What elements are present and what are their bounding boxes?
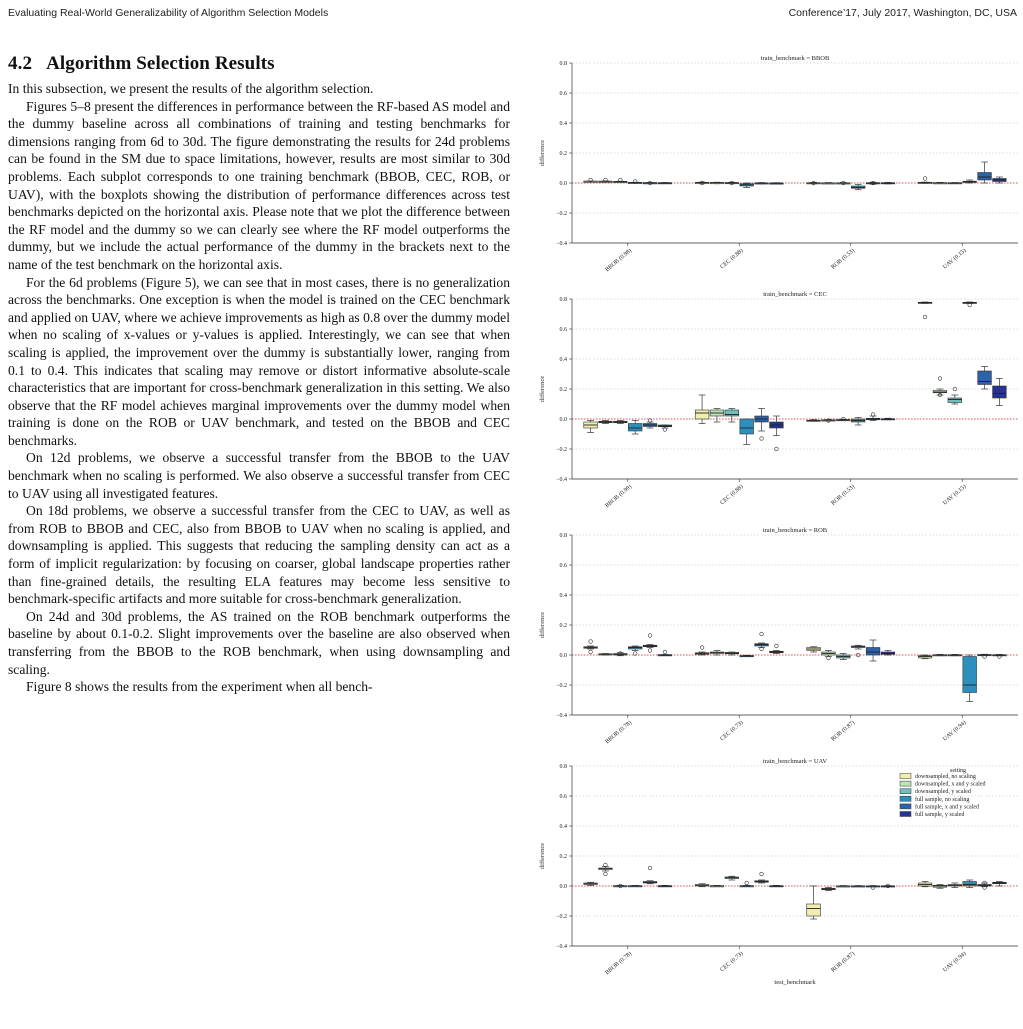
box: [807, 647, 821, 652]
x-tick-label: BBOB (0.98): [604, 247, 634, 274]
paragraph-6d: For the 6d problems (Figure 5), we can see that in most cases, there is no generalization across the benchmarks. One exception is when the model is trained on the CEC benchmark and applied on UAV, where we achieve improvements as high as 0.8 over the dummy model when no scaling of x-values or y-values is applied. Interestingly, we can see that when scaling is applied, the improvement over the dummy is substantially lower, ranging from 0.1 to 0.4. This indicates that scaling may remove or distort informative absolute-scale characteristics that are important for cross-benchmark generalization in this setting. We also observe that the RF model achieves marginal improvements over the dummy model when training is done on the ROB or UAV benchmark, and tested on the BBOB and CEC benchmarks.: [8, 274, 510, 448]
y-tick-label: −0.4: [556, 241, 567, 247]
x-tick-label: UAV (0.15): [942, 247, 968, 271]
box: [770, 416, 784, 451]
outlier-point: [589, 650, 593, 654]
facet-panel: [539, 55, 1018, 273]
box: [851, 886, 865, 888]
box: [866, 181, 880, 185]
box: [710, 651, 724, 656]
y-tick-label: −0.4: [556, 944, 567, 950]
box: [881, 182, 895, 184]
paragraph-12d: On 12d problems, we observe a successful transfer from the BBOB to the UAV benchmark when no scaling is performed. We also observe a successful transfer from CEC to UAV using all investigated features.: [8, 450, 510, 501]
box-body: [807, 904, 821, 916]
panel-title: train_benchmark = ROB: [762, 527, 828, 534]
y-tick-label: 0.8: [559, 764, 567, 770]
box: [613, 178, 627, 183]
y-tick-label: 0.4: [559, 357, 567, 363]
box: [933, 377, 947, 397]
box: [881, 884, 895, 888]
y-tick-label: −0.2: [556, 447, 567, 453]
y-tick-label: 0.0: [559, 417, 567, 423]
y-axis-label: difference: [539, 139, 546, 167]
y-tick-label: 0.0: [559, 884, 567, 890]
box: [613, 884, 627, 888]
outlier-point: [589, 640, 593, 644]
y-tick-label: 0.2: [559, 623, 567, 629]
x-tick-label: CEC (0.73): [719, 950, 745, 974]
outlier-point: [923, 315, 927, 319]
box: [866, 640, 880, 661]
box: [993, 379, 1007, 406]
box: [710, 885, 724, 887]
y-axis-label: difference: [539, 842, 546, 870]
outlier-point: [663, 650, 667, 654]
box: [628, 421, 642, 435]
x-tick-label: ROB (0.87): [830, 950, 857, 974]
y-tick-label: 0.4: [559, 824, 567, 830]
y-tick-label: 0.2: [559, 387, 567, 393]
x-tick-label: BBOB (0.78): [604, 719, 634, 746]
header-paper-title: Evaluating Real-World Generalizability of Algorithm Selection Models: [8, 7, 329, 19]
boxplot-figure: [528, 52, 1023, 1029]
x-tick-label: UAV (0.94): [942, 950, 968, 974]
box: [658, 183, 672, 184]
box: [881, 418, 895, 420]
text-column: [8, 53, 510, 696]
box: [963, 302, 977, 307]
box: [807, 420, 821, 422]
box-body: [740, 419, 754, 434]
x-axis-label: test_benchmark: [774, 979, 816, 986]
facet-panel: [539, 758, 1018, 986]
outlier-point: [760, 437, 764, 441]
box: [993, 177, 1007, 183]
box: [740, 183, 754, 188]
box: [851, 418, 865, 426]
box: [851, 185, 865, 190]
box: [643, 866, 657, 884]
legend-label: full sample, x and y scaled: [915, 804, 979, 811]
box: [866, 886, 880, 890]
paragraph-intro: In this subsection, we present the results of the algorithm selection.: [8, 81, 374, 96]
legend-swatch: [900, 781, 911, 786]
x-tick-label: BBOB (0.78): [604, 950, 634, 977]
box: [918, 882, 932, 887]
box: [628, 646, 642, 655]
y-tick-label: 0.8: [559, 61, 567, 67]
box: [695, 181, 709, 185]
outlier-point: [775, 644, 779, 648]
box: [836, 181, 850, 185]
boxplot-svg: [528, 52, 1023, 1029]
box: [755, 183, 769, 185]
box: [881, 651, 895, 656]
paragraph-figures: Figures 5–8 present the differences in performance between the RF-based AS model and the dummy baseline across all combinations of training and testing benchmarks for dimensions ranging from 6d to 30d. The figure demonstrating the results for 24d problems can be found in the SM due to space limitations, however, results are most similar to 30d problems. Each subplot corresponds to one training benchmark (BBOB, CEC, ROB, or UAV), with the boxplots showing the distribution of performance differences across test benchmarks depicted on the horizontal axis. Please note that we plot the difference between the RF model and the dummy so we can clearly see where the RF model outperforms the dummy, but we include the actual performance of the dummy in the brackets next to the name of the test benchmark on the horizontal axis.: [8, 98, 510, 272]
box: [963, 180, 977, 183]
box: [822, 183, 836, 185]
section-number: 4.2: [8, 53, 33, 74]
box: [918, 177, 932, 184]
box: [584, 421, 598, 433]
box-body: [963, 882, 977, 887]
box: [933, 885, 947, 889]
box: [948, 883, 962, 888]
box: [695, 395, 709, 424]
box: [658, 425, 672, 431]
box: [978, 162, 992, 183]
paragraph-figure8: Figure 8 shows the results from the experiment when all bench-: [26, 679, 373, 695]
box: [807, 886, 821, 919]
outlier-point: [700, 646, 704, 650]
box: [866, 413, 880, 421]
y-tick-label: 0.8: [559, 533, 567, 539]
legend-swatch: [900, 812, 911, 817]
y-tick-label: 0.6: [559, 563, 567, 569]
box: [740, 419, 754, 445]
box: [710, 182, 724, 184]
box: [807, 181, 821, 185]
box: [643, 634, 657, 653]
box-body: [628, 424, 642, 432]
box: [725, 876, 739, 880]
box: [740, 655, 754, 657]
box: [695, 646, 709, 655]
running-header: [8, 7, 1017, 23]
box: [599, 654, 613, 656]
outlier-point: [604, 872, 608, 876]
box: [695, 884, 709, 887]
box-body: [866, 648, 880, 656]
box: [918, 302, 932, 319]
legend-swatch: [900, 789, 911, 794]
paragraph-18d: On 18d problems, we observe a successful transfer from the CEC to UAV, as well as from ROB to BBOB and CEC, also from BBOB to UAV when no scaling is applied, and downsampling is applied. This suggests that reducing the sampling density can act as a form of implicit regularization: by focusing on coarser, global landscape properties rather than fine-grained details, the resulting ELA features may become less sensitive to benchmark-specific artifacts and more suitable for cross-benchmark generalization.: [8, 503, 510, 607]
legend-label: downsampled, x and y scaled: [915, 781, 986, 788]
box: [948, 654, 962, 656]
facet-panel: [539, 527, 1018, 745]
outlier-point: [760, 872, 764, 876]
box: [628, 885, 642, 887]
box: [710, 409, 724, 423]
box: [584, 640, 598, 654]
box: [933, 182, 947, 184]
box-body: [695, 410, 709, 419]
box: [658, 885, 672, 887]
box-body: [978, 173, 992, 181]
box-body: [978, 371, 992, 385]
x-tick-label: UAV (0.15): [942, 483, 968, 507]
box: [822, 888, 836, 891]
outlier-point: [648, 649, 652, 653]
y-tick-label: 0.8: [559, 297, 567, 303]
box: [658, 650, 672, 656]
box: [613, 652, 627, 656]
box: [963, 655, 977, 702]
y-tick-label: −0.2: [556, 914, 567, 920]
x-tick-label: CEC (0.88): [719, 247, 745, 271]
legend-swatch: [900, 774, 911, 779]
box: [599, 863, 613, 876]
x-tick-label: ROB (0.53): [830, 483, 857, 507]
legend-swatch: [900, 804, 911, 809]
legend-swatch: [900, 796, 911, 801]
box: [770, 183, 784, 185]
y-tick-label: 0.2: [559, 151, 567, 157]
box-body: [993, 386, 1007, 398]
legend-label: full sample, no scaling: [915, 796, 970, 803]
legend-label: downsampled, no scaling: [915, 774, 976, 780]
facet-panel: [539, 291, 1018, 509]
box: [725, 652, 739, 655]
y-tick-label: −0.2: [556, 211, 567, 217]
x-tick-label: BBOB (0.99): [604, 483, 634, 510]
x-tick-label: CEC (0.73): [719, 719, 745, 743]
box: [978, 881, 992, 889]
outlier-point: [760, 632, 764, 636]
box: [993, 882, 1007, 887]
box: [948, 183, 962, 184]
x-tick-label: ROB (0.87): [830, 719, 857, 743]
header-conference: Conference’17, July 2017, Washington, DC, USA: [788, 7, 1017, 19]
y-tick-label: 0.0: [559, 181, 567, 187]
panel-title: train_benchmark = BBOB: [760, 55, 830, 62]
x-tick-label: UAV (0.94): [942, 719, 968, 743]
box: [628, 180, 642, 184]
y-axis-label: difference: [539, 611, 546, 639]
box: [978, 367, 992, 390]
box: [948, 387, 962, 404]
box-body: [725, 410, 739, 416]
box: [725, 181, 739, 185]
box: [755, 632, 769, 651]
box-body: [948, 398, 962, 403]
box: [918, 655, 932, 659]
section-heading: [8, 53, 510, 75]
box: [740, 881, 754, 887]
box: [978, 654, 992, 658]
box: [643, 419, 657, 428]
box: [725, 409, 739, 423]
section-title: Algorithm Selection Results: [46, 53, 275, 74]
outlier-point: [938, 377, 942, 381]
panel-title: train_benchmark = CEC: [763, 291, 827, 298]
box: [613, 421, 627, 424]
legend-label: downsampled, y scaled: [915, 789, 971, 796]
box: [836, 886, 850, 888]
y-tick-label: −0.4: [556, 713, 567, 719]
y-tick-label: −0.2: [556, 683, 567, 689]
box: [770, 644, 784, 653]
y-tick-label: 0.2: [559, 854, 567, 860]
box-body: [963, 657, 977, 693]
y-tick-label: 0.6: [559, 91, 567, 97]
box: [584, 178, 598, 182]
box: [643, 181, 657, 185]
y-tick-label: −0.4: [556, 477, 567, 483]
box: [599, 178, 613, 182]
box: [993, 654, 1007, 658]
box: [755, 872, 769, 883]
box: [770, 885, 784, 887]
box: [836, 654, 850, 660]
y-tick-label: 0.0: [559, 653, 567, 659]
y-tick-label: 0.4: [559, 121, 567, 127]
box: [933, 654, 947, 656]
box: [755, 409, 769, 441]
outlier-point: [923, 177, 927, 181]
y-axis-label: difference: [539, 375, 546, 403]
outlier-point: [648, 866, 652, 870]
outlier-point: [745, 881, 749, 885]
legend-label: full sample, y scaled: [915, 812, 965, 818]
x-tick-label: ROB (0.53): [830, 247, 857, 271]
legend: [900, 768, 985, 818]
box: [822, 651, 836, 660]
paragraph-24d-30d: On 24d and 30d problems, the AS trained on the ROB benchmark outperforms the baseline by about 0.1-0.2. Slight improvements over the baseline are also observed when transferring from the BBOB to the ROB benchmark, when using downsampling and scaling.: [8, 608, 510, 677]
box: [599, 421, 613, 424]
legend-title: setting: [950, 768, 966, 774]
y-tick-label: 0.6: [559, 794, 567, 800]
y-tick-label: 0.4: [559, 593, 567, 599]
y-tick-label: 0.6: [559, 327, 567, 333]
panel-title: train_benchmark = UAV: [762, 758, 828, 765]
outlier-point: [648, 634, 652, 638]
x-tick-label: CEC (0.88): [719, 483, 745, 507]
box: [584, 882, 598, 885]
